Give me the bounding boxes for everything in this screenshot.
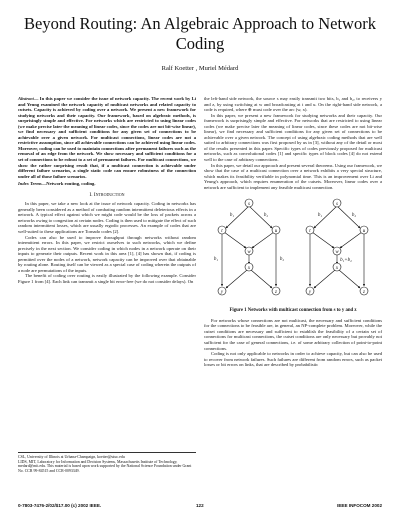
edge-label-b1-left-down: b₁ (213, 257, 219, 263)
index-terms-lead: Index Terms— (18, 181, 47, 187)
label-y-right: y (308, 290, 312, 296)
edge-label-b1-left: b₁ (229, 213, 235, 219)
edge-label-b1-right: b₁ (317, 213, 323, 219)
label-s-left: s (248, 202, 250, 208)
right-paragraph-5: Coding is not only applicable to networks in order to achieve capacity, but can also be used to recover from network failures. Such failures are different from random errors, such as packet losses or bit errors on links, that are described by probabilistic (204, 351, 382, 368)
footer-copyright: 0-7803-7476-2/02/$17.00 (c) 2002 IEEE. (18, 503, 102, 508)
label-u-left: u (274, 229, 278, 235)
label-t-right: t (309, 229, 311, 235)
figure-1 (204, 194, 382, 306)
network-diagram (204, 194, 382, 306)
intro-paragraph-1: In this paper, we take a new look at the issue of network capacity. Coding in networks has generally been considered as a method of combating random intermittent deleterious effects in a network. A typical effect against which we might code would be the loss of packets across a networks owing to congestion at certain nodes. Coding is then used to mitigate the effect of such random intermittent losses, which are usually ergodic processes. An example of codes that are well-suited to these applications are Tornado codes [2]. (18, 201, 196, 235)
label-x-right: x (335, 266, 339, 272)
footnote-1: CSL, University of Illinois at Urbana-Champaign, koetter@uiuc.edu (18, 455, 125, 459)
footnote-2: LIDS, MIT, Laboratory for Information and Decision Systems, Massachusetts Institute of Technology, medard@mit.edu. This material is based upon work supported by the National Science Foundation under Grant No. CCR 99-84515 and CCR-0093349. (18, 459, 192, 474)
section-heading: I. Introduction (89, 191, 125, 198)
label-z-right: z (363, 290, 365, 296)
label-w-left: w (247, 250, 251, 256)
paper-authors: Ralf Koetter , Muriel Médard (161, 65, 239, 72)
edge-label-xor-right: b₁+b₂ (340, 258, 352, 264)
footer-page-number: 122 (196, 503, 204, 508)
figure-caption: Figure 1 Networks with multicast connection from s to y and z (229, 308, 357, 314)
index-terms-text: Network routing, coding. (46, 181, 96, 187)
right-paragraph-1: the left-hand side network, the source s may easily transmit two bits, b₁ and b₂, to receivers y and z, by using switching at w and broadcasting at t and u. On the right-hand side network, a code is required, where ⊕ must code over the arc (w, x). (204, 96, 382, 113)
label-u-right: u (362, 229, 366, 235)
footer-conference: IEEE INFOCOM 2002 (337, 503, 382, 508)
intro-paragraph-2: Codes can also be used to improve throughput through networks without random intermittent errors. In this paper, we restrict ourselves to such networks, which we define precisely in the next section. We consider coding in which nodes in a network operate on their inputs to generate their outputs. Recent work in this area [1], [4] has shown that, if coding is permitted over the nodes of a network, network capacity can be improved over that obtainable by routing alone. Routing itself can be viewed as a special case of coding wherein the outputs of a node are permutations of the inputs. (18, 234, 196, 273)
intro-paragraph-3: The benefit of coding over routing is easily illustrated by the following example. Consider Figure 1 from [4]. Each link can transmit a single bit error-free (we do not consider delays). On (18, 273, 196, 284)
paper-title: Beyond Routing: An Algebraic Approach to Network Coding (24, 14, 376, 53)
label-s-right: s (336, 202, 338, 208)
right-paragraph-3: In this paper, we detail our approach and present several theorems. Using our framework, we show that the case of a multicast connection over a network exhibits a very special structure, which makes its feasibility verifiable in polynomial time. This is an improvement over Li and Yeung's approach, which requires enumeration of the cutsets. Moreover, linear codes over a network are sufficient to implement any feasible multicast connection. (204, 162, 382, 190)
edge-label-b2-right: b₂ (351, 213, 357, 219)
label-w-right: w (335, 250, 339, 256)
footnotes (18, 452, 196, 474)
label-z-left: z (275, 290, 277, 296)
right-paragraph-4: For networks whose connections are not multicast, the necessary and sufficient conditions for the connections to be feasible are, in general, an NP-complete problem. Moreover, while the cutset conditions are necessary and sufficient to establish the feasibility of a certain set of connections for multicast connections, the cutset conditions are only necessary but provably not sufficient for the case of general connections, i.e. of some arbitrary collection of point-to-point connections. (204, 317, 382, 351)
right-column (204, 96, 382, 368)
index-terms (18, 181, 196, 187)
left-column (18, 96, 196, 285)
abstract (18, 96, 196, 179)
label-y-left: y (220, 290, 224, 296)
edge-label-b2-left-down: b₂ (279, 257, 285, 263)
label-t-left: t (221, 229, 223, 235)
abstract-text: In this paper we consider the issue of network capacity. The recent work by Li and Yeung examined the network capacity of multicast networks and related capacity to cutsets. Capacity is achieved by coding over a network. We present a new framework for studying networks and their capacity. Our framework, based on algebraic methods, is surprisingly simple and effective. For networks which are restricted to using linear codes (we make precise later the meaning of linear codes, since the codes are not bit-wise linear), we find necessary and sufficient conditions for any given set of connections to be achievable over a given network. For multicast connections, linear codes are not a restrictive assumption, since all achievable connections can be achieved using linear codes. Moreover, coding can be used to maintain connections after permanent failures such as the removal of an edge from the network. We show necessary and sufficient conditions for a set of connections to be robust to a set of permanent failures. For multicast connections, we show the rather surprising result that, if a multicast connection is achievable under different failure scenarios, a single static code can ensure robustness of the connection under all of those failure scenarios. (18, 96, 196, 179)
edge-label-b2-left: b₂ (263, 213, 269, 219)
label-x-left: x (247, 266, 251, 272)
right-paragraph-2: In this paper, we present a new framework for studying networks and their capacity. Our framework is surprisingly simple and effective. For networks that are restricted to using linear codes (we make precise later the meaning of linear codes, since these codes are not bit-wise linear), we find necessary and sufficient conditions for any given set of connections to be achievable over a given network. The concept of using algebraic coding methods that are well suited to arbitrary connections was first proposed by us in [3], without any of the detail or most of the results presented in this paper. Specific types of codes previously proposed for multicast networks, such as convolutional codes [1] and specific types of block codes [4] do not extend well to the case of arbitrary connections. (204, 112, 382, 163)
abstract-lead: Abstract— (18, 96, 39, 101)
